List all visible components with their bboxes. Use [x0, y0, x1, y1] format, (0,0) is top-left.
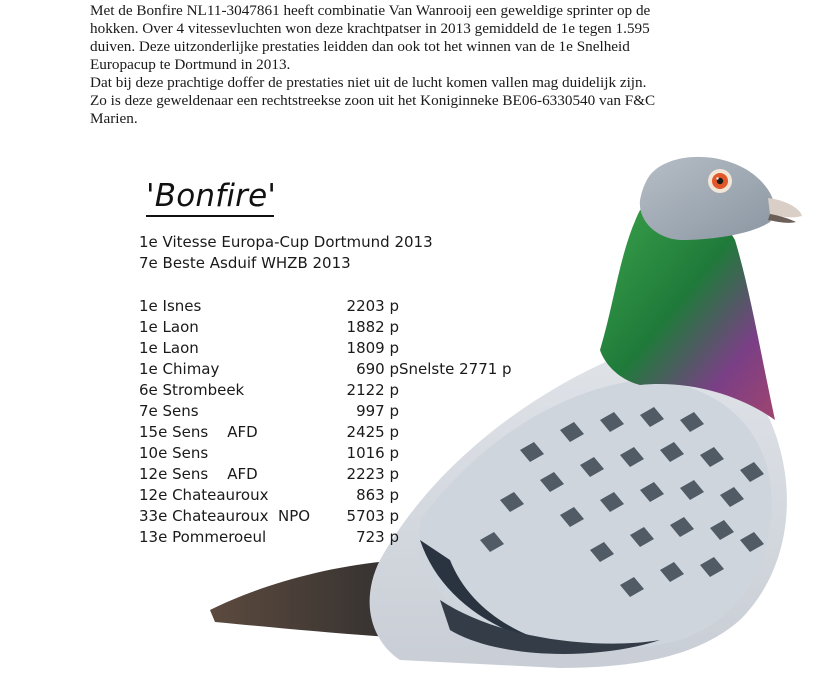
race-points: 1809 p	[346, 339, 399, 357]
intro-line: Europacup te Dortmund in 2013.	[90, 56, 291, 73]
intro-line: Marien.	[90, 110, 138, 127]
race-name: 1e Chimay	[139, 360, 220, 378]
race-points: 1016 p	[346, 444, 399, 462]
result-row	[139, 297, 559, 318]
race-name: 33e Chateauroux NPO	[139, 507, 311, 525]
result-row	[139, 507, 559, 528]
subtitle-europacup: 1e Vitesse Europa-Cup Dortmund 2013	[139, 233, 433, 251]
intro-line: hokken. Over 4 vitessevluchten won deze krachtpatser in 2013 gemiddeld de 1e tegen 1.595	[90, 20, 650, 37]
result-row	[139, 339, 559, 360]
result-row	[139, 402, 559, 423]
intro-line: Dat bij deze prachtige doffer de prestaties niet uit de lucht komen vallen mag duidelijk zijn.	[90, 74, 647, 91]
race-name: 10e Sens	[139, 444, 209, 462]
race-name: 15e Sens AFD	[139, 423, 258, 441]
race-name: 1e Laon	[139, 318, 199, 336]
subtitle-asduif: 7e Beste Asduif WHZB 2013	[139, 254, 351, 272]
intro-line: Zo is deze geweldenaar een rechtstreekse zoon uit het Koniginneke BE06-6330540 van F&C	[90, 92, 656, 109]
race-points: 5703 p	[346, 507, 399, 525]
race-points: 2203 p	[346, 297, 399, 315]
result-row	[139, 423, 559, 444]
race-points: 2122 p	[346, 381, 399, 399]
race-points: 997 p	[356, 402, 399, 420]
results-list	[139, 297, 559, 549]
race-name: 1e Isnes	[139, 297, 202, 315]
pigeon-beak	[768, 198, 802, 217]
race-points: 2425 p	[346, 423, 399, 441]
result-row	[139, 465, 559, 486]
race-points: 863 p	[356, 486, 399, 504]
race-points: 690 p	[356, 360, 399, 378]
race-points: 723 p	[356, 528, 399, 546]
race-points: 1882 p	[346, 318, 399, 336]
result-row	[139, 486, 559, 507]
title-underline	[146, 215, 274, 217]
result-row	[139, 444, 559, 465]
race-name: 6e Strombeek	[139, 381, 245, 399]
result-row	[139, 360, 559, 381]
race-name: 1e Laon	[139, 339, 199, 357]
intro-line: duiven. Deze uitzonderlijke prestaties leidden dan ook tot het winnen van de 1e Snelheid	[90, 38, 630, 55]
race-name: 7e Sens	[139, 402, 199, 420]
race-name: 12e Sens AFD	[139, 465, 258, 483]
intro-line: Met de Bonfire NL11-3047861 heeft combinatie Van Wanrooij een geweldige sprinter op de	[90, 2, 651, 19]
race-name: 12e Chateauroux	[139, 486, 269, 504]
card-title: 'Bonfire'	[146, 178, 277, 214]
result-row	[139, 318, 559, 339]
result-row	[139, 381, 559, 402]
race-name: 13e Pommeroeul	[139, 528, 267, 546]
race-points: 2223 p	[346, 465, 399, 483]
pigeon-head	[640, 157, 774, 240]
result-row	[139, 528, 559, 549]
race-extra-note: Snelste 2771 p	[399, 360, 512, 378]
